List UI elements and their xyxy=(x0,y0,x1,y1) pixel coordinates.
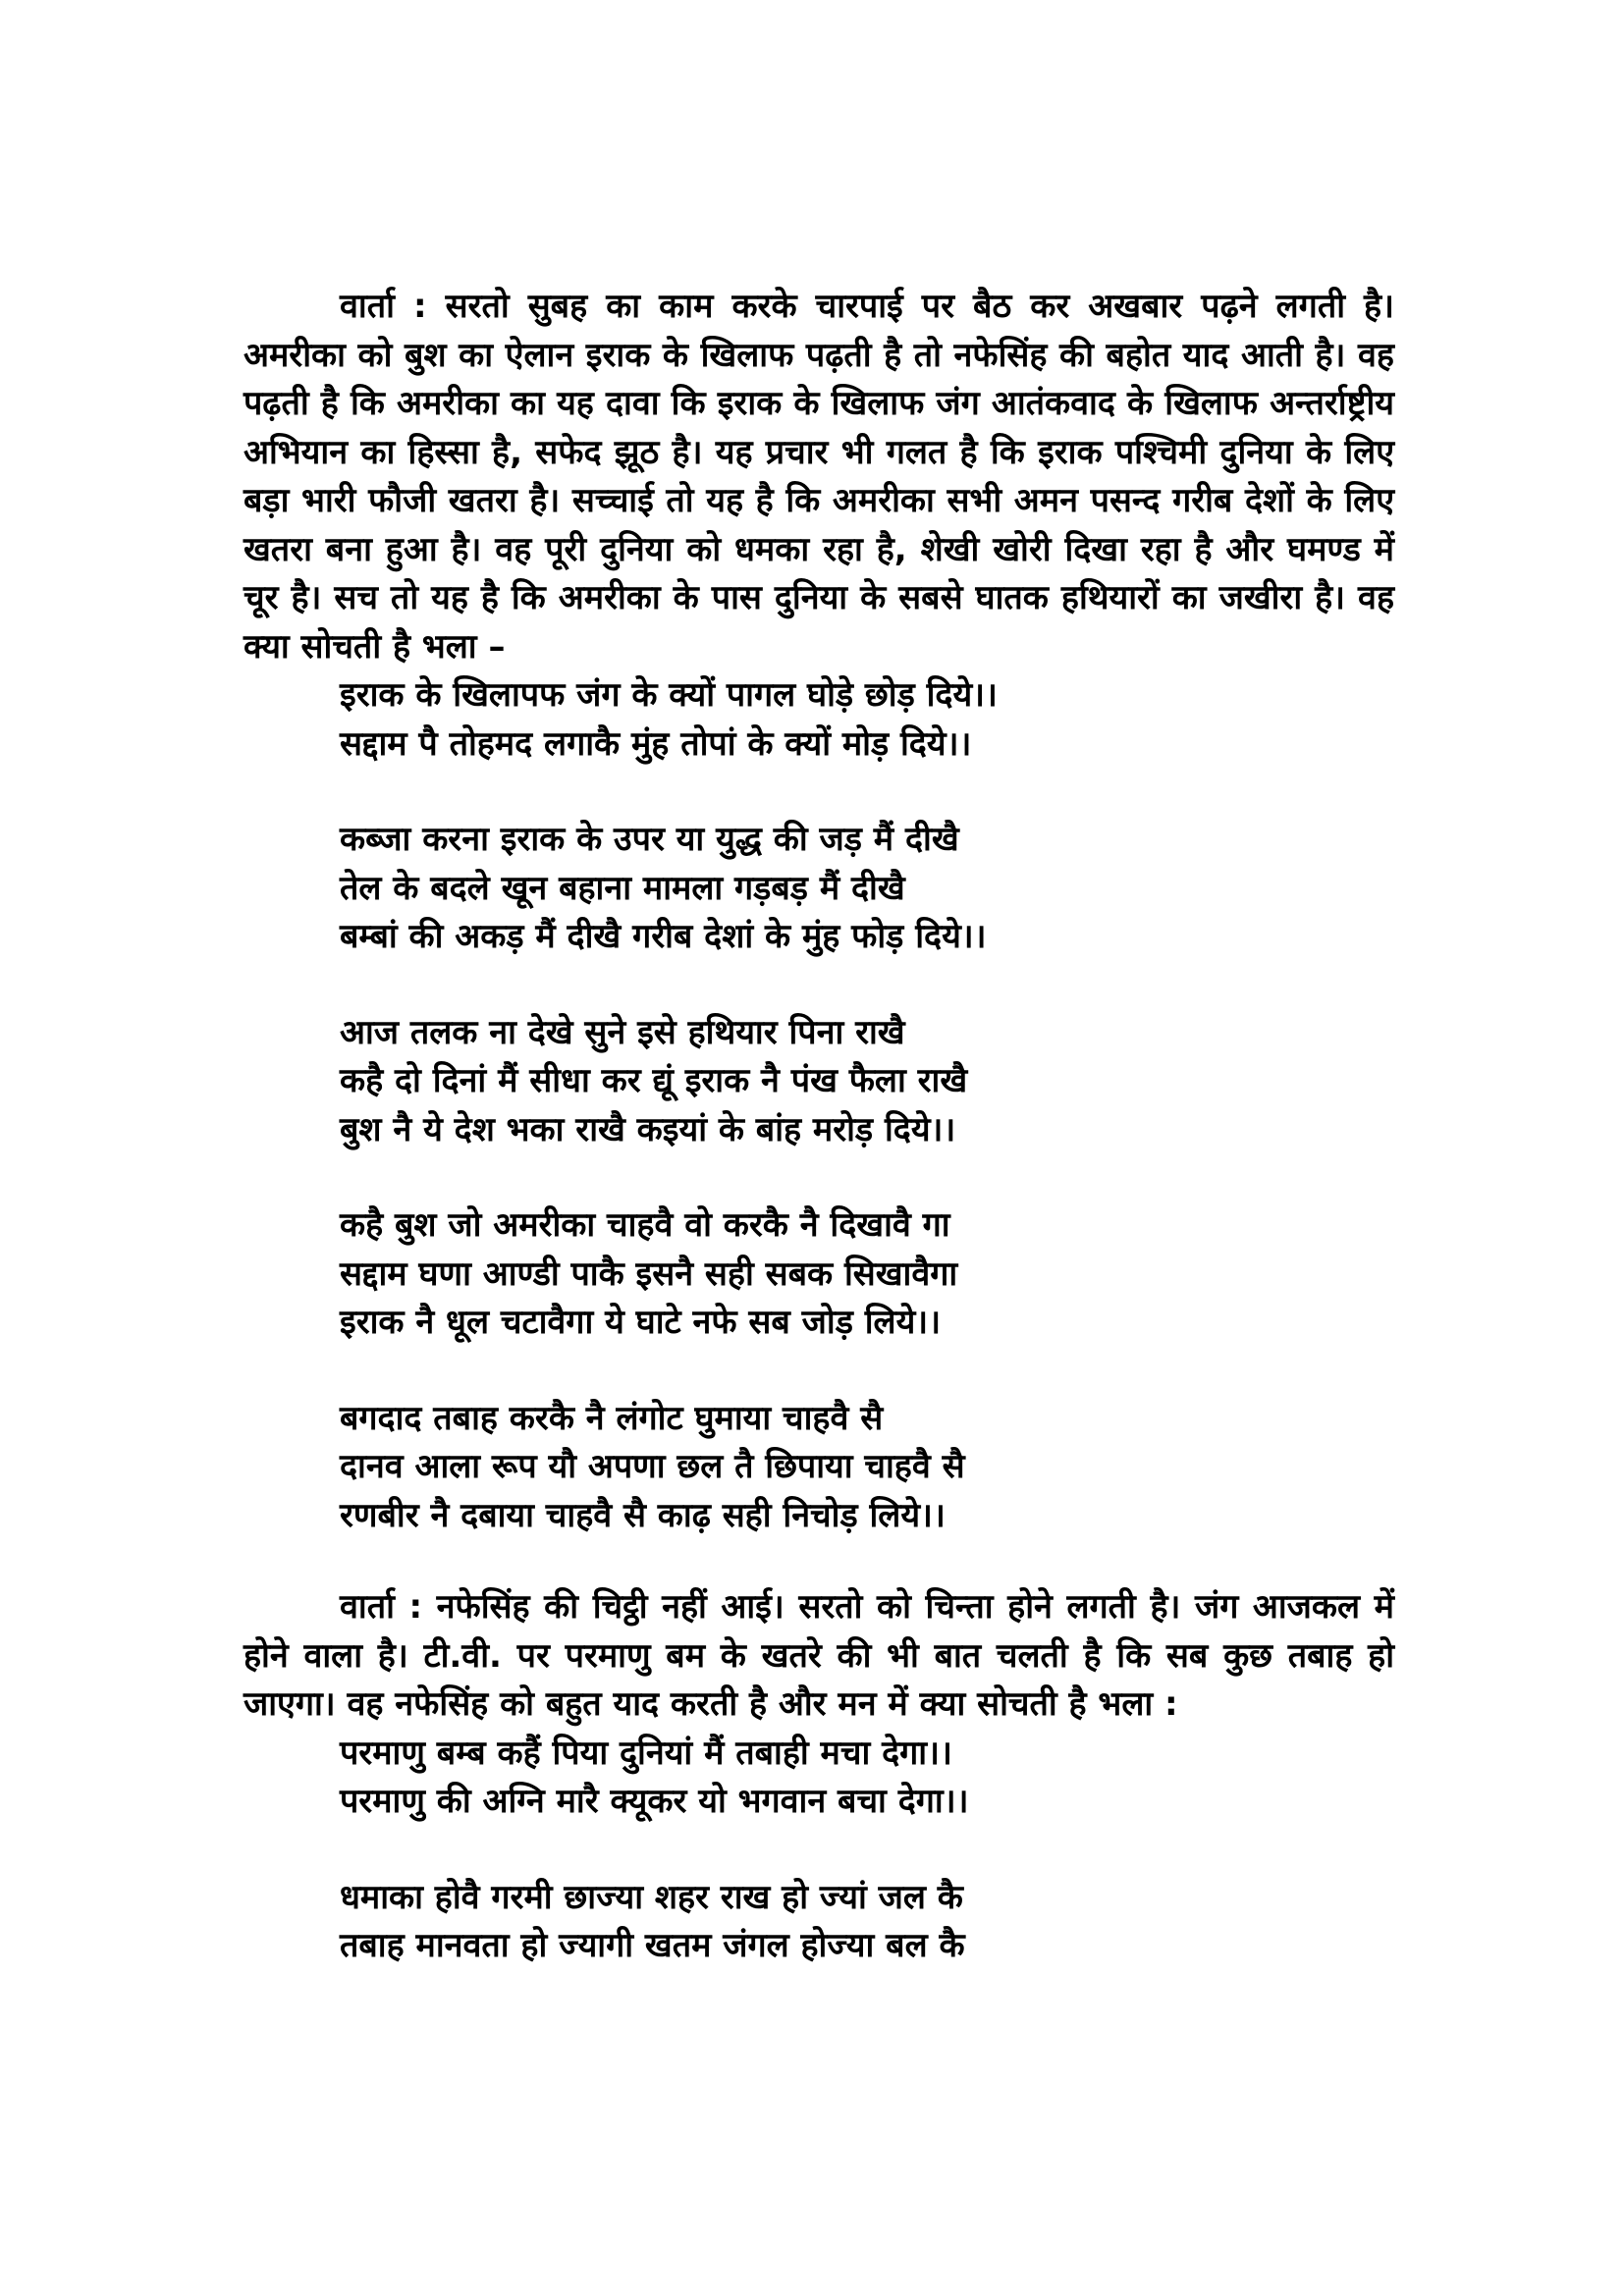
poem-line: बम्बां की अकड़ मैं दीखै गरीब देशां के मुंह फोड़ दिये।। xyxy=(340,917,987,956)
poem-line: कहै दो दिनां मैं सीधा कर द्यूं इराक नै पंख फैला राखै xyxy=(340,1061,968,1100)
poem-line: इराक नै धूल चटावैगा ये घाटे नफे सब जोड़ लिये।। xyxy=(340,1303,942,1342)
poem-line: इराक के खिलापफ जंग के क्यों पागल घोड़े छोड़ दिये।। xyxy=(340,675,998,715)
poem-line: तेल के बदले खून बहाना मामला गड़बड़ मैं दीखै xyxy=(340,868,905,908)
poem-line: धमाका होवै गरमी छाज्या शहर राख हो ज्यां जल कै xyxy=(340,1877,963,1917)
poem-line: आज तलक ना देखे सुने इसे हथियार पिना राखै xyxy=(340,1012,905,1052)
narration-paragraph-1: वार्ता : सरतो सुबह का काम करके चारपाई पर बैठ कर अखबार पढ़ने लगती है। अमरीका को बुश का ऐलान इराक के खिलाफ पढ़ती है तो नफेसिंह की बहोत याद आती है। वह पढ़ती है कि अमरीका का यह दावा कि इराक के खिलाफ जंग आतंकवाद के खिलाफ अन्तर्राष्ट्रीय अभियान का हिस्सा है, सफेद झूठ है। यह प्रचार भी गलत है कि इराक पश्चिमी दुनिया के लिए बड़ा भारी फौजी खतरा है। सच्चाई तो यह है कि अमरीका सभी अमन पसन्द गरीब देशों के लिए खतरा बना हुआ है। वह पूरी दुनिया को धमका रहा है, शेखी खोरी दिखा रहा है और घमण्ड में चूर है। सच तो यह है कि अमरीका के पास दुनिया के सबसे घातक हथियारों का जखीरा है। वह क्या सोचती है भला – xyxy=(243,287,1394,667)
poem-line: तबाह मानवता हो ज्यागी खतम जंगल होज्या बल कै xyxy=(340,1926,965,1965)
poem-line: कब्जा करना इराक के उपर या युद्ध की जड़ मैं दीखै xyxy=(340,820,959,859)
poem-line: सद्दाम घणा आण्डी पाकै इसनै सही सबक सिखावैगा xyxy=(340,1254,958,1294)
narration-paragraph-2: वार्ता : नफेसिंह की चिट्ठी नहीं आई। सरतो को चिन्ता होने लगती है। जंग आजकल में होने वाला है। टी.वी. पर परमाणु बम के खतरे की भी बात चलती है कि सब कुछ तबाह हो जाएगा। वह नफेसिंह को बहुत याद करती है और मन में क्या सोचती है भला : xyxy=(243,1587,1394,1724)
poem-stanza xyxy=(243,1395,1394,1541)
poem-line: परमाणु बम्ब कहैं पिया दुनियां मैं तबाही मचा देगा।। xyxy=(340,1733,952,1773)
poem-stanza xyxy=(243,671,1394,769)
poem-line: बुश नै ये देश भका राखै कइयां के बांह मरोड़ दिये।। xyxy=(340,1109,956,1149)
poem-line: सद्दाम पै तोहमद लगाकै मुंह तोपां के क्यों मोड़ दिये।। xyxy=(340,723,972,764)
poem-stanza xyxy=(243,1009,1394,1155)
poem-line: रणबीर नै दबाया चाहवै सै काढ़ सही निचोड़ लिये।। xyxy=(340,1495,946,1535)
poem-line: परमाणु की अग्नि मारै क्यूकर यो भगवान बचा देगा।। xyxy=(340,1782,969,1821)
poem-line: दानव आला रूप यौ अपणा छल तै छिपाया चाहवै सै xyxy=(340,1447,965,1486)
poem-stanza xyxy=(243,1730,1394,1827)
poem-line: कहै बुश जो अमरीका चाहवै वो करकै नै दिखावै गा xyxy=(340,1205,950,1245)
document-page xyxy=(243,283,1394,1971)
poem-stanza xyxy=(243,816,1394,962)
poem-stanza xyxy=(243,1874,1394,1971)
poem-line: बगदाद तबाह करकै नै लंगोट घुमाया चाहवै सै xyxy=(340,1398,884,1438)
poem-stanza xyxy=(243,1201,1394,1348)
